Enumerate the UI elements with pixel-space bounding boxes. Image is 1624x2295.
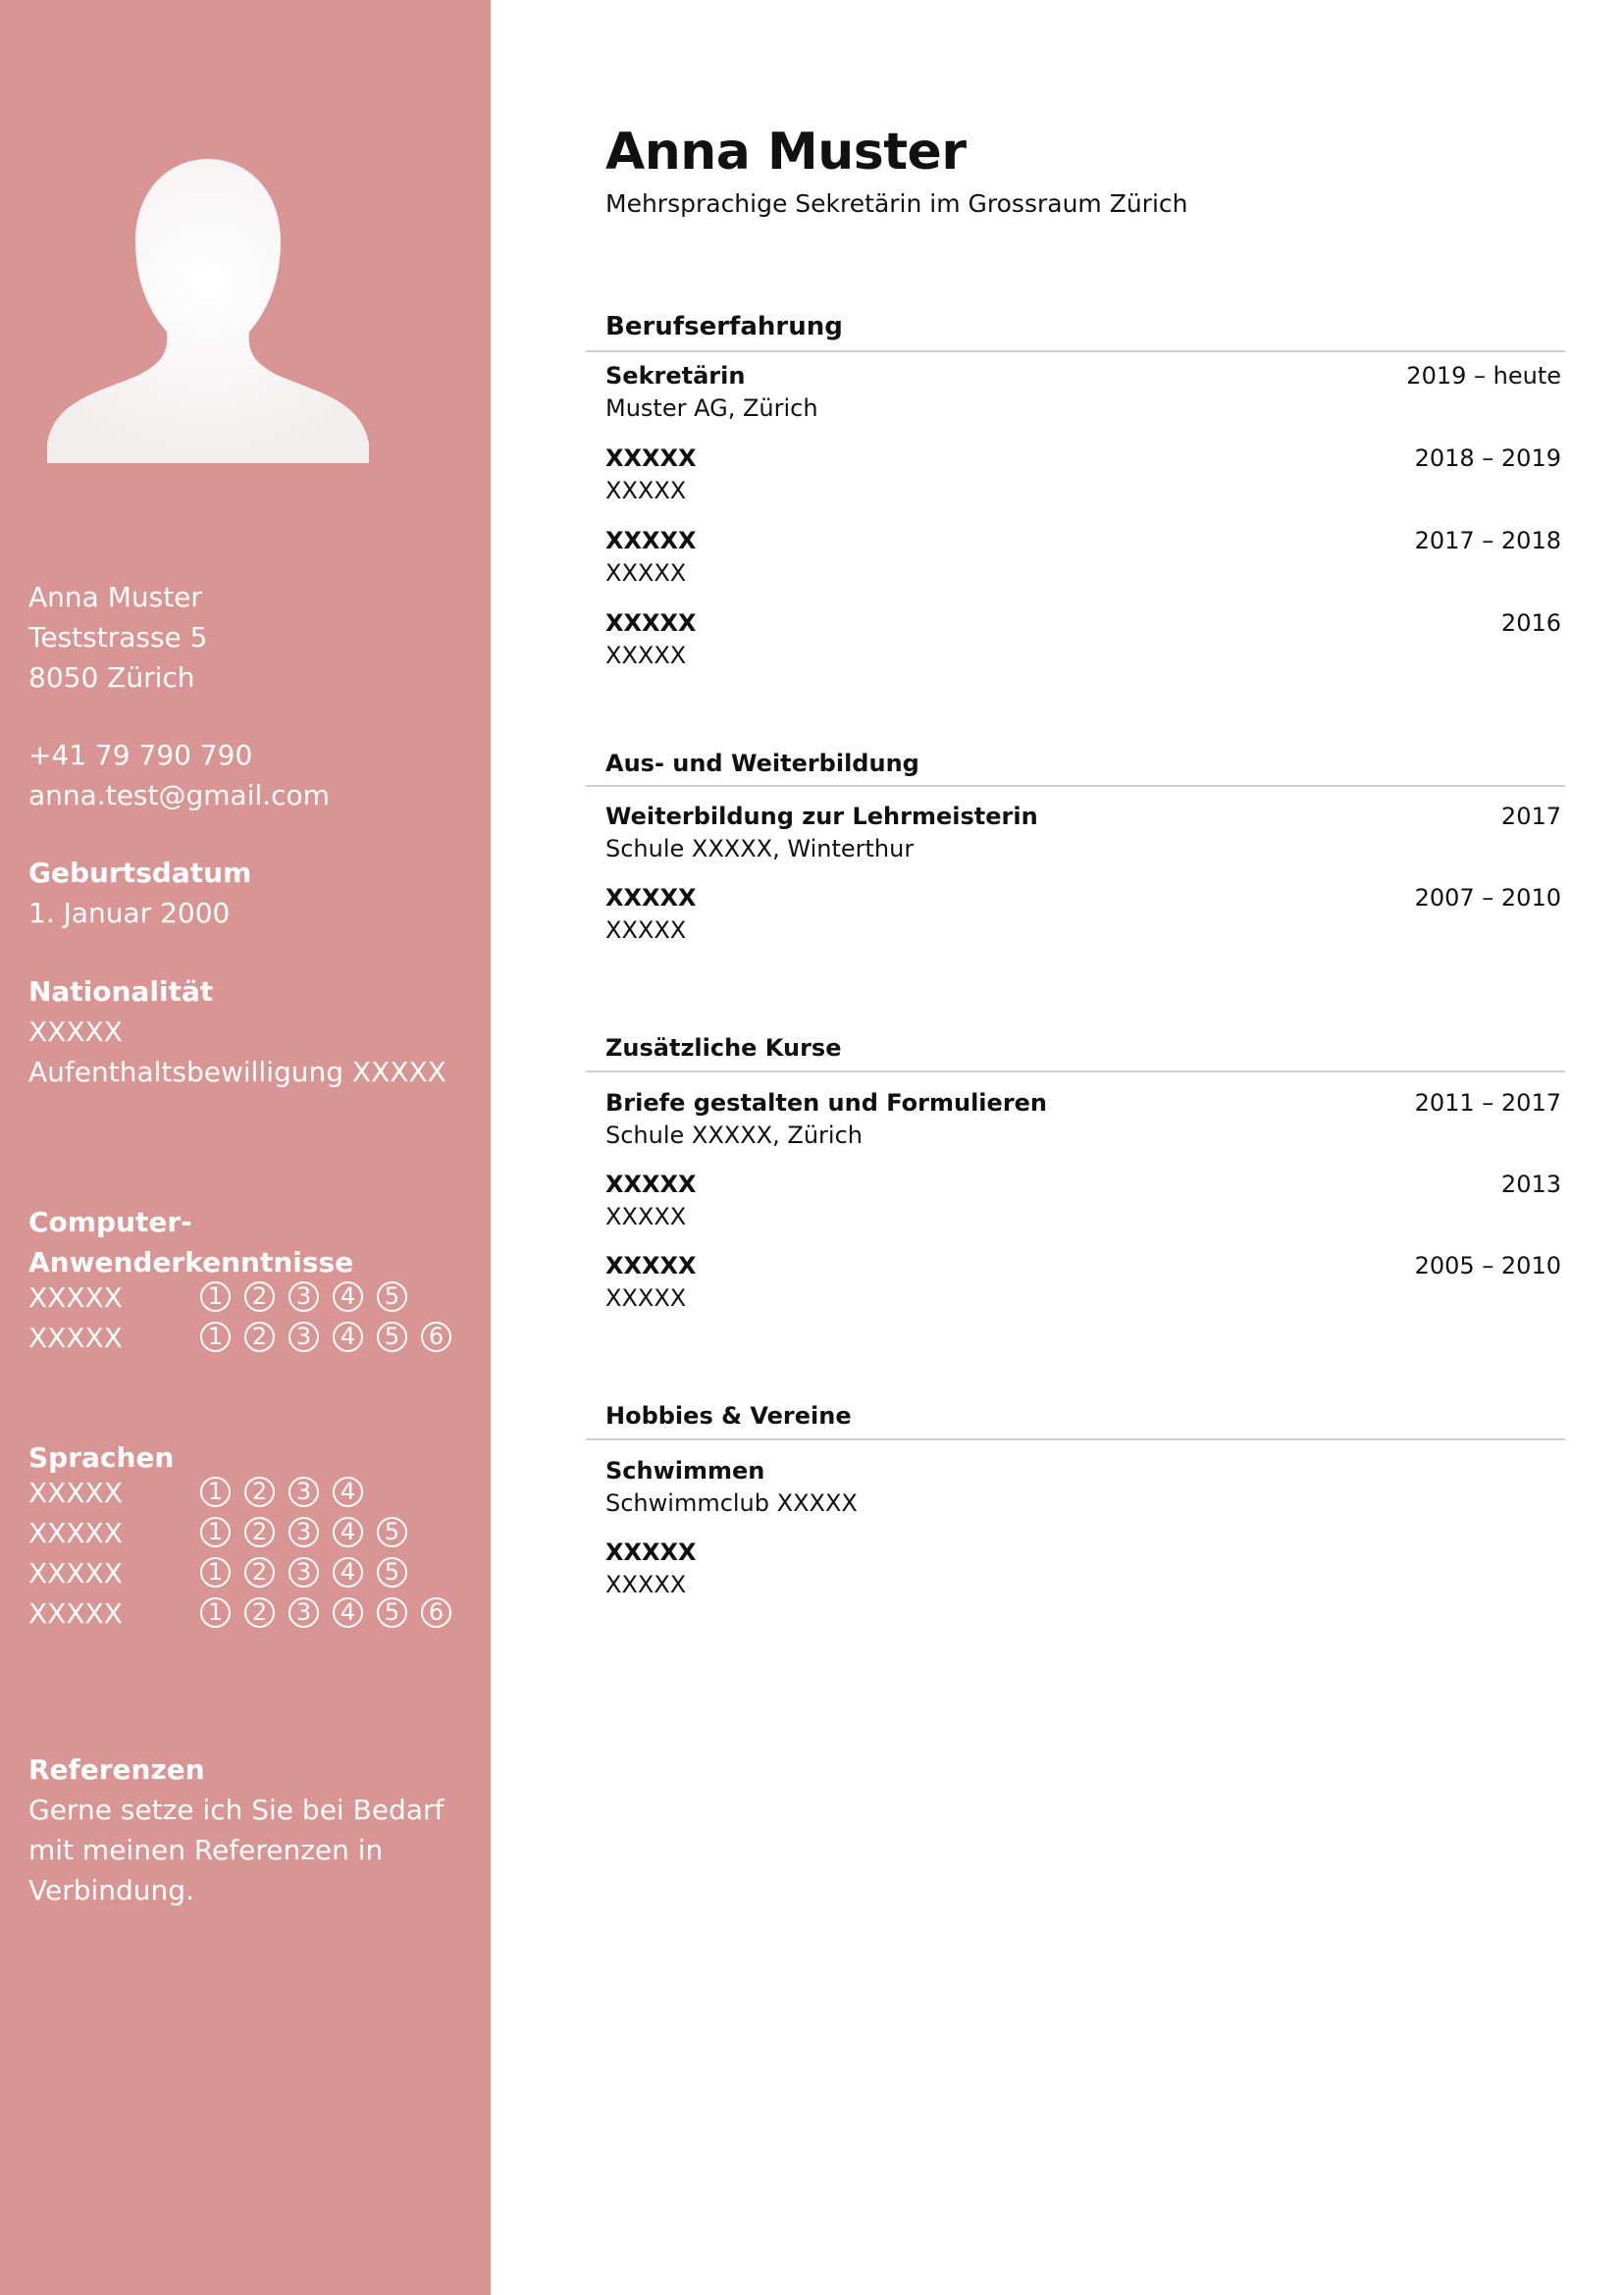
avatar-placeholder-icon — [45, 157, 371, 463]
entry-title: XXXXX — [605, 1539, 697, 1566]
rating-circle-icon: 6 — [421, 1322, 451, 1352]
entry-title: Schwimmen — [605, 1457, 765, 1485]
entry-subtitle: Muster AG, Zürich — [605, 394, 818, 422]
languages-heading: Sprachen — [28, 1441, 175, 1474]
rating-circle-icon: 1 — [200, 1477, 231, 1507]
entry-date: 2018 – 2019 — [1414, 444, 1561, 472]
nationality-heading: Nationalität — [28, 975, 214, 1008]
rating-row — [28, 1593, 480, 1634]
rating-circle-icon: 5 — [377, 1517, 407, 1547]
entry-title: XXXXX — [605, 527, 697, 554]
contact-email: anna.test@gmail.com — [28, 779, 330, 811]
entry-title: XXXXX — [605, 444, 697, 472]
section-divider — [586, 1438, 1565, 1440]
section-divider — [586, 1070, 1565, 1072]
section-divider — [586, 350, 1565, 352]
rating-row — [28, 1318, 480, 1358]
entry-date: 2005 – 2010 — [1414, 1252, 1561, 1279]
entry-subtitle: XXXXX — [605, 1571, 687, 1598]
section-title-hobbies: Hobbies & Vereine — [605, 1402, 852, 1430]
rating-scale — [200, 1281, 421, 1312]
section-title-courses: Zusätzliche Kurse — [605, 1034, 842, 1062]
contact-street: Teststrasse 5 — [28, 621, 208, 653]
rating-circle-icon: 1 — [200, 1281, 231, 1312]
entry-title: XXXXX — [605, 884, 697, 912]
entry-title: XXXXX — [605, 609, 697, 637]
entry-date: 2017 – 2018 — [1414, 527, 1561, 554]
birth-value: 1. Januar 2000 — [28, 897, 231, 929]
rating-row — [28, 1513, 480, 1553]
rating-circle-icon: 3 — [288, 1477, 319, 1507]
rating-circle-icon: 3 — [288, 1557, 319, 1588]
computer-heading-1: Computer- — [28, 1206, 192, 1238]
entry-subtitle: Schule XXXXX, Zürich — [605, 1121, 863, 1149]
rating-circle-icon: 2 — [244, 1477, 275, 1507]
section-divider — [586, 785, 1565, 787]
rating-circle-icon: 4 — [333, 1281, 363, 1312]
entry-item — [605, 525, 1561, 590]
entry-item — [605, 1087, 1561, 1152]
rating-label: XXXXX — [28, 1557, 123, 1590]
entry-title: Weiterbildung zur Lehrmeisterin — [605, 803, 1038, 830]
section-title-experience: Berufserfahrung — [605, 312, 843, 341]
rating-circle-icon: 3 — [288, 1281, 319, 1312]
rating-circle-icon: 1 — [200, 1597, 231, 1628]
rating-label: XXXXX — [28, 1517, 123, 1549]
nationality-value: XXXXX — [28, 1016, 123, 1048]
entry-date: 2016 — [1500, 609, 1561, 637]
rating-circle-icon: 3 — [288, 1517, 319, 1547]
entry-date: 2013 — [1500, 1171, 1561, 1198]
rating-circle-icon: 4 — [333, 1557, 363, 1588]
rating-row — [28, 1473, 480, 1513]
references-line-3: Verbindung. — [28, 1874, 194, 1906]
page-subtitle: Mehrsprachige Sekretärin im Grossraum Zürich — [605, 189, 1188, 218]
rating-circle-icon: 3 — [288, 1322, 319, 1352]
references-line-2: mit meinen Referenzen in — [28, 1834, 384, 1866]
rating-row — [28, 1278, 480, 1318]
entry-subtitle: Schwimmclub XXXXX — [605, 1489, 858, 1517]
rating-circle-icon: 2 — [244, 1597, 275, 1628]
rating-scale — [200, 1517, 421, 1547]
entry-item — [605, 1169, 1561, 1233]
rating-label: XXXXX — [28, 1281, 123, 1314]
entry-date: 2011 – 2017 — [1414, 1089, 1561, 1117]
entry-title: XXXXX — [605, 1171, 697, 1198]
rating-scale — [200, 1322, 465, 1352]
sidebar — [0, 0, 491, 2295]
references-heading: Referenzen — [28, 1753, 205, 1786]
rating-label: XXXXX — [28, 1597, 123, 1630]
rating-circle-icon: 5 — [377, 1322, 407, 1352]
rating-scale — [200, 1477, 377, 1507]
contact-name: Anna Muster — [28, 581, 202, 613]
rating-circle-icon: 5 — [377, 1557, 407, 1588]
entry-item — [605, 607, 1561, 672]
references-line-1: Gerne setze ich Sie bei Bedarf — [28, 1794, 445, 1826]
entry-item — [605, 801, 1561, 865]
rating-circle-icon: 2 — [244, 1557, 275, 1588]
entry-subtitle: XXXXX — [605, 1284, 687, 1312]
entry-subtitle: XXXXX — [605, 477, 687, 504]
rating-label: XXXXX — [28, 1477, 123, 1509]
rating-circle-icon: 5 — [377, 1281, 407, 1312]
entry-item — [605, 882, 1561, 947]
rating-circle-icon: 1 — [200, 1557, 231, 1588]
entry-date: 2019 – heute — [1406, 362, 1561, 390]
section-title-education: Aus- und Weiterbildung — [605, 750, 919, 777]
entry-subtitle: XXXXX — [605, 916, 687, 944]
rating-circle-icon: 4 — [333, 1322, 363, 1352]
rating-circle-icon: 2 — [244, 1517, 275, 1547]
page-title: Anna Muster — [605, 123, 967, 182]
rating-scale — [200, 1557, 421, 1588]
entry-item — [605, 1250, 1561, 1315]
computer-heading-2: Anwenderkenntnisse — [28, 1246, 354, 1278]
rating-label: XXXXX — [28, 1322, 123, 1354]
rating-circle-icon: 1 — [200, 1322, 231, 1352]
entry-subtitle: Schule XXXXX, Winterthur — [605, 835, 915, 862]
entry-item — [605, 1455, 1561, 1520]
entry-item — [605, 1537, 1561, 1601]
rating-row — [28, 1553, 480, 1593]
residence-permit: Aufenthaltsbewilligung XXXXX — [28, 1056, 446, 1088]
rating-circle-icon: 4 — [333, 1597, 363, 1628]
birth-heading: Geburtsdatum — [28, 857, 252, 889]
rating-circle-icon: 2 — [244, 1322, 275, 1352]
rating-circle-icon: 6 — [421, 1597, 451, 1628]
rating-scale — [200, 1597, 465, 1628]
entry-item — [605, 443, 1561, 507]
entry-title: Briefe gestalten und Formulieren — [605, 1089, 1048, 1117]
entry-date: 2007 – 2010 — [1414, 884, 1561, 912]
entry-subtitle: XXXXX — [605, 1203, 687, 1230]
rating-circle-icon: 1 — [200, 1517, 231, 1547]
rating-circle-icon: 4 — [333, 1477, 363, 1507]
contact-phone: +41 79 790 790 — [28, 739, 253, 771]
contact-city: 8050 Zürich — [28, 661, 195, 694]
entry-title: XXXXX — [605, 1252, 697, 1279]
rating-circle-icon: 4 — [333, 1517, 363, 1547]
entry-date: 2017 — [1500, 803, 1561, 830]
rating-circle-icon: 2 — [244, 1281, 275, 1312]
entry-title: Sekretärin — [605, 362, 746, 390]
rating-circle-icon: 3 — [288, 1597, 319, 1628]
rating-circle-icon: 5 — [377, 1597, 407, 1628]
entry-subtitle: XXXXX — [605, 559, 687, 587]
entry-item — [605, 360, 1561, 425]
entry-subtitle: XXXXX — [605, 642, 687, 669]
